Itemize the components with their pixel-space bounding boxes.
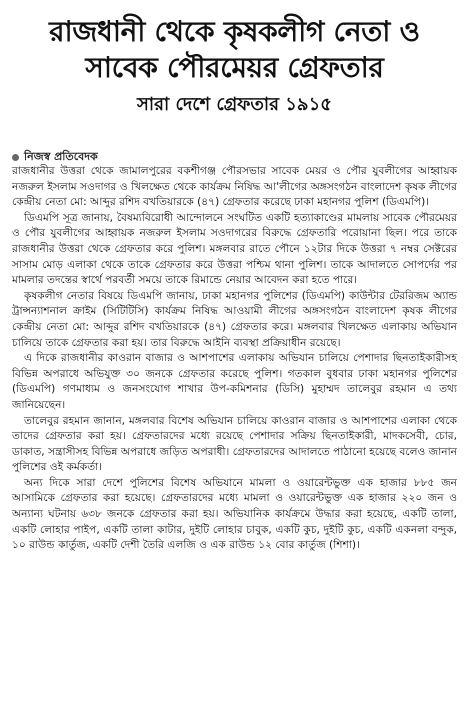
- paragraph-4: এ দিকে রাজধানীর কাওরান বাজার ও আশপাশের এলাকায় অভিযান চালিয়ে পেশাদার ছিনতাইকারীসহ বিভিন্ন অপরাধে অভিযুক্ত ৩০ জনকে গ্রেফতার করেছে পুলিশ। গতকাল বুধবার ঢাকা মহানগর পুলিশের (ডিএমপি) গণমাধ্যম ও জনসংযোগ শাখার উপ-কমিশনার (ডিসি) মুহাম্মদ তালেবুর রহমান এ তথ্য জানিয়েছেন।: [12, 352, 457, 411]
- subheadline: সারা দেশে গ্রেফতার ১৯১৫: [137, 94, 332, 115]
- byline-text: নিজস্ব প্রতিবেদক: [24, 150, 98, 163]
- headline: [0, 14, 469, 86]
- headline-line-2: সাবেক পৌরমেয়র গ্রেফতার: [85, 51, 384, 84]
- paragraph-1: রাজধানীর উত্তরা থেকে জামালপুরের বকশীগঞ্জ পৌরসভার সাবেক মেয়র ও পৌর যুবলীগের আহ্বায়ক নজরুল ইসলাম সওদাগর ও খিলক্ষেত থেকে কার্যক্রম নিষিদ্ধ আ'লীগের অঙ্গসংগঠন বাংলাদেশ কৃষক লীগের কেন্দ্রীয় নেতা মো: আব্দুর রশিদ বখতিয়ারকে (৪৭) গ্রেফতার করেছে ঢাকা মহানগর পুলিশ (ডিএমপি)।: [12, 165, 457, 209]
- paragraph-3: কৃষকলীগ নেতার বিষয়ে ডিএমপি জানায়, ঢাকা মহানগর পুলিশের (ডিএমপি) কাউন্টার টেররিজম অ্যান্ড ট্রান্সন্যাশনাল ক্রাইম (সিটিটিসি) কার্যক্রম নিষিদ্ধ আওয়ামী লীগের অঙ্গসংগঠন বাংলাদেশ কৃষক লীগের কেন্দ্রীয় নেতা মো: আব্দুর রশিদ বখতিয়ারকে (৪৭) গ্রেফতার করে। মঙ্গলবার খিলক্ষেত এলাকায় অভিযান চালিয়ে তাকে গ্রেফতার করা হয়। তার বিরুদ্ধে আইনি ব্যবস্থা প্রক্রিয়াধীন রয়েছে।: [12, 289, 457, 349]
- paragraph-6: অন্য দিকে সারা দেশে পুলিশের বিশেষ অভিযানে মামলা ও ওয়ারেন্টভুক্ত এক হাজার ৮৮৫ জন আসামিকে গ্রেফতার করা হয়েছে। গ্রেফতারদের মধ্যে মামলা ও ওয়ারেন্টভুক্ত এক হাজার ২২০ জন ও অন্যান্য ঘটনায় ৬৩৮ জনকে গ্রেফতার করা হয়। অভিযানিক কার্যক্রমে উদ্ধার করা হয়েছে, একটি তালা, একটি লোহার পাইপ, একটি তালা কাটার, দুইটি লোহার চাবুক, একটি কুচ, দুইটি কুচ, একটি একনলা বন্দুক, ১০ রাউন্ড কার্তুজ, একটি দেশী তৈরি এলজি ও এক রাউন্ড ১২ বোর কার্তুজ (শিশা)।: [12, 476, 457, 552]
- headline-line-1: রাজধানী থেকে কৃষকলীগ নেতা ও: [49, 15, 420, 48]
- article-body: [12, 164, 457, 554]
- paragraph-5: তালেবুর রহমান জানান, মঙ্গলবার বিশেষ অভিযান চালিয়ে কাওরান বাজার ও আশপাশের এলাকা থেকে তাদের গ্রেফতার করা হয়। গ্রেফতারদের মধ্যে রয়েছে পেশাদার সক্রিয় ছিনতাইকারী, মাদকসেবী, চোর, ডাকাত, সন্ত্রাসীসহ বিভিন্ন অপরাধে জড়িত অপরাধী। গ্রেফতারদের আদালতে পাঠানো হয়েছে বলেও জানান পুলিশের ওই কর্মকর্তা।: [12, 414, 457, 474]
- bullet-icon: [12, 154, 19, 161]
- paragraph-2: ডিএমপি সূত্র জানায়, বৈষম্যবিরোধী আন্দোলনে সংঘটিত একটি হত্যাকাণ্ডের মামলায় সাবেক পৌরমেয়র ও পৌর যুবলীগের আহ্বায়ক নজরুল ইসলাম সওদাগরের বিরুদ্ধে গ্রেফতারি পরোয়ানা ছিল। পরে তাকে রাজধানীর উত্তরা থেকে গ্রেফতার করে পুলিশ। মঙ্গলবার রাতে পৌনে ১২টার দিকে উত্তরা ৭ নম্বর সেক্টরের সাসাম মোড় এলাকা থেকে তাকে গ্রেফতার করে উত্তরা পশ্চিম থানা পুলিশ। তাকে আদালতে সোপর্দের পর মামলার তদন্তের স্বার্থে পরবর্তী সময়ে তাকে রিমান্ডে নেয়ার আবেদন করা হতে পারে।: [12, 211, 457, 287]
